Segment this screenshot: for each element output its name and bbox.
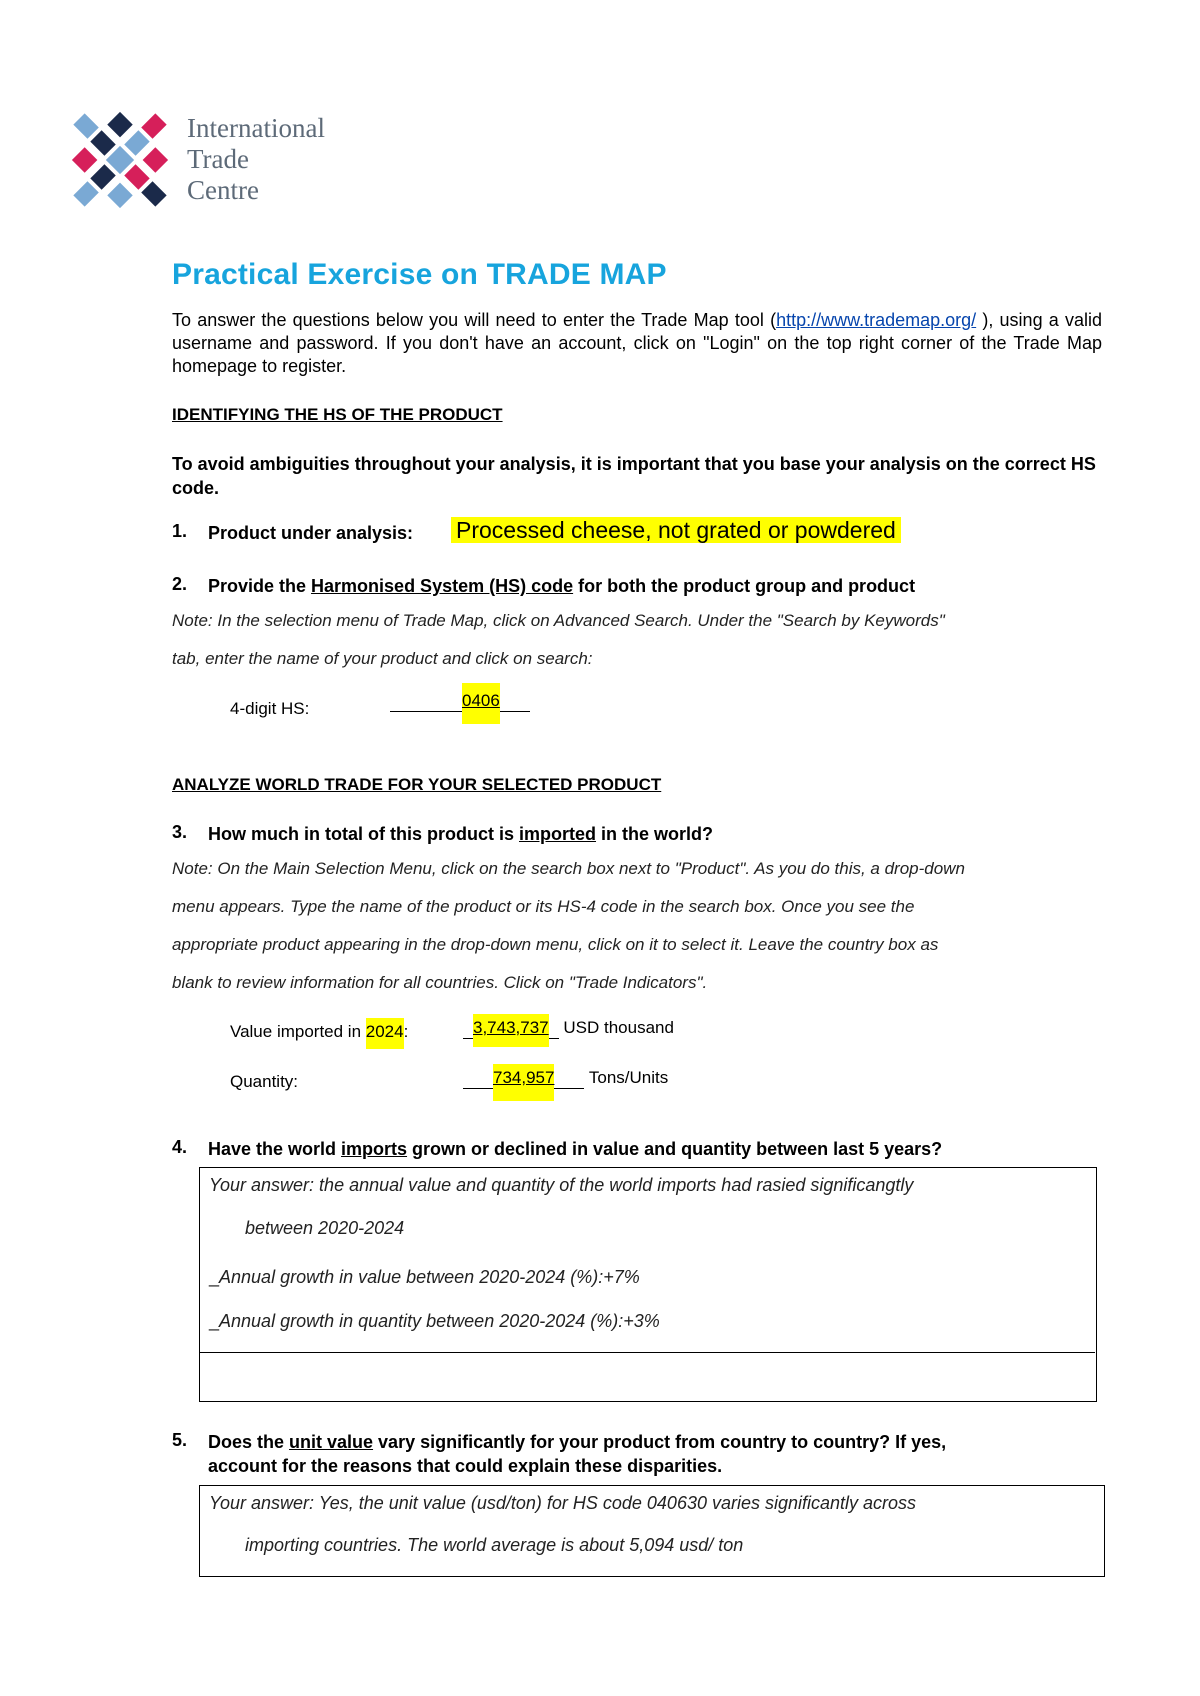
section-heading-world-trade: ANALYZE WORLD TRADE FOR YOUR SELECTED PRODUCT [172, 775, 662, 794]
value-imported: 3,743,737 [473, 1014, 549, 1047]
value-label-colon: : [403, 1022, 409, 1041]
question-text-part: grown or declined in value and quantity between last 5 years? [407, 1139, 943, 1159]
quantity-unit: Tons/Units [588, 1068, 669, 1087]
growth-value-line [209, 1267, 640, 1288]
question-text-part: for both the product group and product [573, 576, 916, 596]
value-label-text: Value imported in [230, 1022, 366, 1041]
blank-underscore: _ [209, 1311, 220, 1331]
question-text-underlined: Harmonised System (HS) code [311, 576, 574, 596]
question-1 [172, 521, 187, 542]
question-3-number [172, 822, 187, 843]
question-text-underlined: unit value [289, 1432, 374, 1452]
question-3-text [208, 822, 713, 846]
answer-line: Your answer: the annual value and quantity of the world imports had rasied significangtly [209, 1175, 914, 1195]
answer-box-divider [199, 1352, 1095, 1353]
intro-text-start: To answer the questions below you will need to enter the Trade Map tool ( [172, 310, 777, 330]
blank-line [500, 691, 530, 712]
question-1-text [208, 521, 413, 545]
blank-line [549, 1018, 559, 1039]
question-text-part: vary significantly for your product from country to country? If yes, [373, 1432, 947, 1452]
note-line: menu appears. Type the name of the product or its HS-4 code in the search box. Once you see the [172, 897, 915, 916]
question-label: Product under analysis: [208, 523, 414, 543]
question-3-note [172, 850, 1102, 1002]
question-2-number [172, 574, 187, 595]
question-2-text [208, 574, 915, 598]
quantity-field [463, 1068, 668, 1089]
question-text-part: Does the [208, 1432, 290, 1452]
product-answer [451, 517, 901, 544]
blank-underscore: _ [209, 1267, 220, 1287]
note-line: blank to review information for all countries. Click on "Trade Indicators". [172, 973, 708, 992]
growth-quantity-line [209, 1311, 660, 1332]
hs-code-field [390, 691, 530, 712]
question-4-number [172, 1137, 187, 1158]
question-text-part: How much in total of this product is [208, 824, 519, 844]
question-text-underlined: imports [341, 1139, 408, 1159]
product-name-highlight: Processed cheese, not grated or powdered [451, 517, 901, 543]
question-4-text [208, 1137, 942, 1161]
blank-line [463, 1018, 473, 1039]
question-text-part: in the world? [596, 824, 714, 844]
note-line: tab, enter the name of your product and click on search: [172, 649, 593, 668]
blank-line [554, 1068, 584, 1089]
question-number: 2. [172, 574, 188, 594]
question-number: 5. [172, 1430, 188, 1450]
page-title: Practical Exercise on TRADE MAP [172, 258, 667, 291]
blank-line [463, 1068, 493, 1089]
hs-code-label: 4-digit HS: [230, 699, 310, 718]
question-number: 4. [172, 1137, 188, 1157]
hs-code-value: 0406 [462, 683, 500, 724]
value-imported-label [230, 1022, 408, 1042]
logo-line-2: Trade [187, 144, 250, 174]
question-text-underlined: imported [519, 824, 597, 844]
logo-line-1: International [187, 113, 325, 143]
quantity-value: 734,957 [493, 1064, 554, 1101]
logo-line-3: Centre [187, 175, 259, 205]
question-text-part: Provide the [208, 576, 312, 596]
question-number: 3. [172, 822, 188, 842]
question-number: 1. [172, 521, 188, 541]
question-5-number [172, 1430, 187, 1451]
question-text-line-2: account for the reasons that could explain these disparities. [208, 1456, 723, 1476]
intro-text-end: ), using a valid username and password. If you don't have an account, click on "Login" on the top right corner of the Trade Map homepage to register. [172, 310, 1102, 376]
question-text-part: Have the world [208, 1139, 342, 1159]
blank-line [390, 691, 462, 712]
growth-quantity-text: Annual growth in quantity between 2020-2024 (%):+3% [219, 1311, 660, 1331]
value-imported-field [463, 1018, 674, 1039]
quantity-label: Quantity: [230, 1072, 299, 1091]
note-line: Note: On the Main Selection Menu, click on the search box next to "Product". As you do this, a drop-down [172, 859, 965, 878]
value-year: 2024 [366, 1018, 404, 1049]
section-intro-paragraph: To avoid ambiguities throughout your analysis, it is important that you base your analysis on the correct HS code. [172, 454, 1096, 498]
question-5-text [208, 1430, 1108, 1478]
question-2-note [172, 602, 1102, 678]
growth-value-text: Annual growth in value between 2020-2024 (%):+7% [219, 1267, 640, 1287]
answer-line: Your answer: Yes, the unit value (usd/ton) for HS code 040630 varies significantly across [209, 1493, 917, 1513]
section-heading-hs: IDENTIFYING THE HS OF THE PRODUCT [172, 405, 503, 424]
note-line: Note: In the selection menu of Trade Map, click on Advanced Search. Under the "Search by Keywords" [172, 611, 945, 630]
logo-wordmark [187, 113, 325, 206]
trademap-link[interactable]: http://www.trademap.org/ [776, 310, 977, 330]
intro-paragraph [172, 309, 1102, 378]
answer-line: importing countries. The world average is about 5,094 usd/ ton [245, 1535, 744, 1555]
note-line: appropriate product appearing in the drop-down menu, click on it to select it. Leave the country box as [172, 935, 939, 954]
value-unit: USD thousand [563, 1018, 674, 1037]
answer-line: between 2020-2024 [245, 1218, 405, 1238]
